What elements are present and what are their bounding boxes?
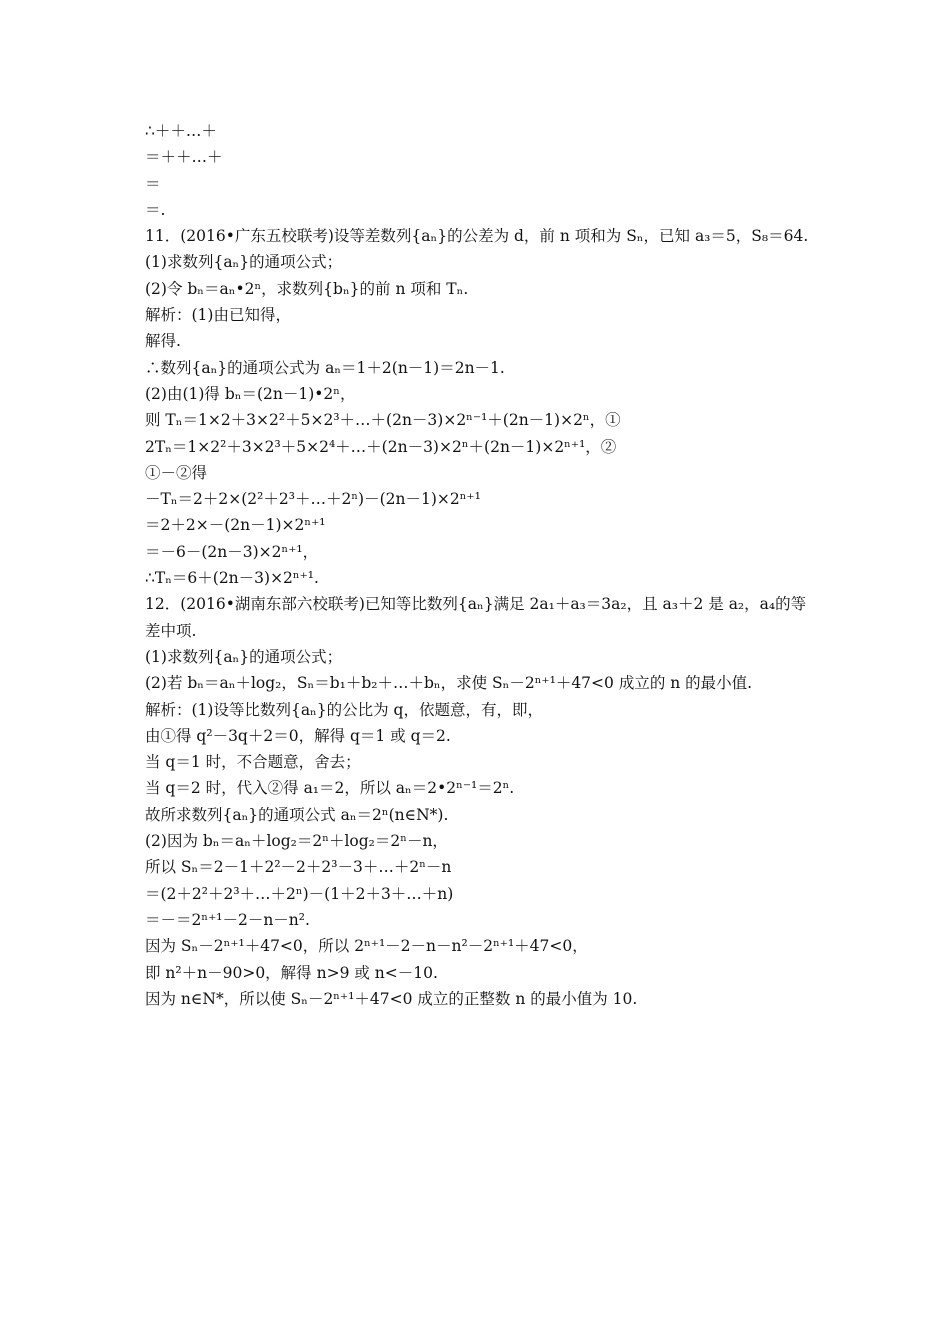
text-line: (2)若 bₙ＝aₙ＋log₂，Sₙ＝b₁＋b₂＋…＋bₙ，求使 Sₙ－2ⁿ⁺¹＋47<0 成立的 n 的最小值. — [145, 674, 753, 693]
text-line: ＝. — [145, 200, 166, 219]
document-body — [145, 118, 815, 1012]
problem-11-statement: 11．(2016•广东五校联考)设等差数列{aₙ}的公差为 d，前 n 项和为 Sₙ，已知 a₃＝5，S₈＝64. — [145, 227, 809, 246]
text-line: 因为 Sₙ－2ⁿ⁺¹＋47<0，所以 2ⁿ⁺¹－2－n－n²－2ⁿ⁺¹＋47<0， — [145, 937, 588, 956]
text-line: ＝2＋2×－(2n－1)×2ⁿ⁺¹ — [145, 516, 326, 535]
text-line: (1)求数列{aₙ}的通项公式； — [145, 647, 343, 666]
text-line: ∴数列{aₙ}的通项公式为 aₙ＝1＋2(n－1)＝2n－1. — [145, 358, 505, 377]
text-line: ＝＋＋…＋ — [145, 148, 223, 167]
text-line: (2)因为 bₙ＝aₙ＋log₂＝2ⁿ＋log₂＝2ⁿ－n， — [145, 832, 448, 851]
text-line: 解析：(1)由已知得， — [145, 306, 291, 325]
text-line: (1)求数列{aₙ}的通项公式； — [145, 253, 343, 272]
text-line: 由①得 q²－3q＋2＝0，解得 q＝1 或 q＝2. — [145, 726, 451, 745]
text-line: 则 Tₙ＝1×2＋3×2²＋5×2³＋…＋(2n－3)×2ⁿ⁻¹＋(2n－1)×2ⁿ，① — [145, 411, 621, 430]
text-line: 故所求数列{aₙ}的通项公式 aₙ＝2ⁿ(n∈N*). — [145, 805, 449, 824]
text-line: 因为 n∈N*，所以使 Sₙ－2ⁿ⁺¹＋47<0 成立的正整数 n 的最小值为 10. — [145, 989, 638, 1008]
text-line: 解析：(1)设等比数列{aₙ}的公比为 q，依题意，有，即， — [145, 700, 543, 719]
text-line: 所以 Sₙ＝2－1＋2²－2＋2³－3＋…＋2ⁿ－n — [145, 858, 452, 877]
text-line: 当 q＝2 时，代入②得 a₁＝2，所以 aₙ＝2•2ⁿ⁻¹＝2ⁿ. — [145, 779, 515, 798]
text-line: 即 n²＋n－90>0，解得 n>9 或 n<－10. — [145, 963, 438, 982]
text-line: ∴＋＋…＋ — [145, 122, 217, 140]
text-line: ∴Tₙ＝6＋(2n－3)×2ⁿ⁺¹. — [145, 569, 319, 588]
text-line: 2Tₙ＝1×2²＋3×2³＋5×2⁴＋…＋(2n－3)×2ⁿ＋(2n－1)×2ⁿ⁺¹，② — [145, 437, 617, 456]
text-line: (2)令 bₙ＝aₙ•2ⁿ，求数列{bₙ}的前 n 项和 Tₙ. — [145, 279, 469, 298]
text-line: (2)由(1)得 bₙ＝(2n－1)•2ⁿ， — [145, 384, 356, 403]
text-line: ＝－6－(2n－3)×2ⁿ⁺¹， — [145, 542, 319, 561]
text-line: 当 q＝1 时，不合题意，舍去； — [145, 753, 361, 772]
text-line: ＝－＝2ⁿ⁺¹－2－n－n². — [145, 910, 310, 929]
text-line: ①－②得 — [145, 463, 208, 482]
text-line: 解得. — [145, 332, 181, 351]
text-line: －Tₙ＝2＋2×(2²＋2³＋…＋2ⁿ)－(2n－1)×2ⁿ⁺¹ — [145, 490, 481, 509]
text-line: ＝ — [145, 174, 161, 193]
text-line: ＝(2＋2²＋2³＋…＋2ⁿ)－(1＋2＋3＋…＋n) — [145, 884, 454, 903]
problem-12-statement: 12．(2016•湖南东部六校联考)已知等比数列{aₙ}满足 2a₁＋a₃＝3a₂，且 a₃＋2 是 a₂，a₄的等差中项. — [145, 595, 807, 640]
